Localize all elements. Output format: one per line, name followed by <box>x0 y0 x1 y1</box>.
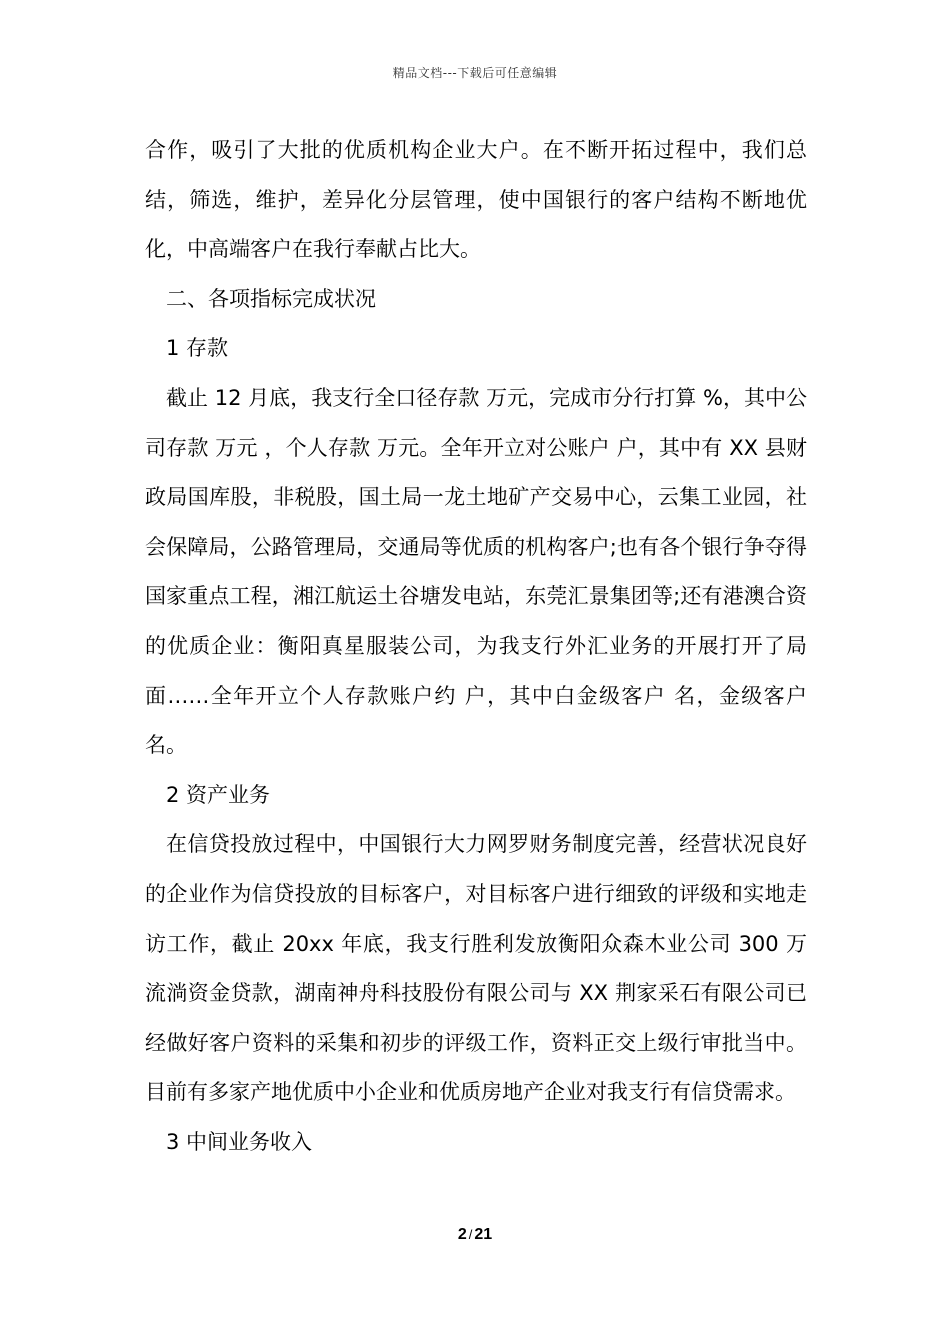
page-current: 2 <box>457 1226 467 1243</box>
page-header: 精品文档---下载后可任意编辑 <box>392 66 558 80</box>
paragraph-assets: 在信贷投放过程中，中国银行大力网罗财务制度完善，经营状况良好的企业作为信贷投放的目标客户，对目标客户进行细致的评级和实地走访工作，截止 20xx 年底，我支行胜利发放衡阳众森木业公司 300 万流淌资金贷款，湖南神舟科技股份有限公司与 XX 荆家采石有限公司已经做好客户资料的采集和初步的评级工作，资料正交上级行审批当中。目前有多家产地优质中小企业和优质房地产企业对我支行有信贷需求。 <box>145 832 807 1105</box>
paragraph-continuation: 合作，吸引了大批的优质机构企业大户。在不断开拓过程中，我们总结，筛选，维护，差异化分层管理，使中国银行的客户结构不断地优化，中高端客户在我行奉献占比大。 <box>145 138 807 262</box>
page-number <box>0 1226 950 1244</box>
subsection-heading-assets: 2 资产业务 <box>166 782 271 807</box>
page-total: 21 <box>474 1226 493 1243</box>
document-body <box>145 126 807 1167</box>
page-separator: / <box>468 1227 473 1242</box>
paragraph-deposits: 截止 12 月底，我支行全口径存款 万元，完成市分行打算 %，其中公司存款 万元 ，个人存款 万元。全年开立对公账户 户，其中有 XX 县财政局国库股，非税股，国土局一龙土地矿产交易中心，云集工业园，社会保障局，公路管理局，交通局等优质的机构客户;也有各个银行争夺得国家重点工程，湘江航运土谷塘发电站，东莞汇景集团等;还有港澳合资的优质企业：衡阳真星服装公司，为我支行外汇业务的开展打开了局面……全年开立个人存款账户约 户，其中白金级客户 名，金级客户 名。 <box>145 385 807 758</box>
section-heading: 二、各项指标完成状况 <box>166 286 376 311</box>
subsection-heading-deposits: 1 存款 <box>166 336 229 361</box>
subsection-heading-intermediate: 3 中间业务收入 <box>166 1129 313 1154</box>
